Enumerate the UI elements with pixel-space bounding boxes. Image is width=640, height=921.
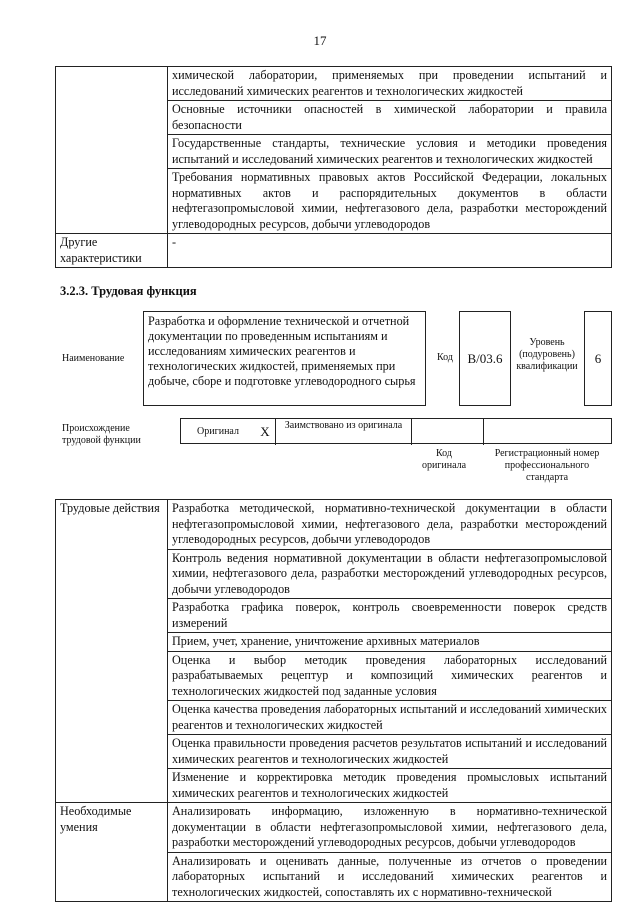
table-cell: Изменение и корректировка методик проведения промысловых испытаний химических реагентов и технологических жидкостей — [168, 769, 612, 803]
table-cell: Оценка качества проведения лабораторных испытаний и исследований химических реагентов и технологических жидкостей — [168, 701, 612, 735]
table-cell: Требования нормативных правовых актов Российской Федерации, локальных нормативных актов и распорядительных документов в области нефтегазопромысловой химии, нефтегазового дела, разработки месторождений углеводородных ресурсов, добычи углеводородов — [168, 169, 612, 234]
actions-table — [55, 499, 612, 902]
section-label-skills: Необходимые умения — [56, 803, 168, 902]
name-label: Наименование — [62, 353, 125, 364]
level-label: Уровень (подуровень) квалификации — [516, 337, 578, 372]
table-cell: Оценка правильности проведения расчетов результатов испытаний и исследований химических реагентов и технологических жидкостей — [168, 735, 612, 769]
origin-label: Происхождение трудовой функции — [62, 423, 141, 446]
table-cell: Разработка графика поверок, контроль своевременности поверок средств измерений — [168, 599, 612, 633]
section-label-actions: Трудовые действия — [56, 500, 168, 803]
row-label-other: Другие характеристики — [56, 234, 168, 268]
table-cell: Прием, учет, хранение, уничтожение архивных материалов — [168, 633, 612, 652]
code-original-label: Код оригинала — [421, 448, 467, 471]
qualification-level: 6 — [584, 311, 612, 406]
table-cell: Анализировать и оценивать данные, полученные из отчетов о проведении лабораторных испытаний и исследований химических реагентов и технологических жидкостей, сопоставлять их с нормативно-технической — [168, 852, 612, 902]
origin-row — [180, 418, 612, 444]
function-code: B/03.6 — [459, 311, 511, 406]
table-cell: Контроль ведения нормативной документации в области нефтегазопромысловой химии, нефтегазового дела, разработки месторождений углеводородных ресурсов, добычи углеводородов — [168, 549, 612, 599]
original-mark: X — [260, 424, 270, 439]
table-cell: химической лаборатории, применяемых при проведении испытаний и исследований химических реагентов и технологических жидкостей — [168, 67, 612, 101]
table-cell: Оценка и выбор методик проведения лабораторных исследований разрабатываемых рецептур и композиций химических реагентов и технологических жидкостей под заданные условия — [168, 651, 612, 701]
section-heading: 3.2.3. Трудовая функция — [60, 284, 197, 298]
page-number: 17 — [313, 33, 327, 48]
code-label: Код — [437, 352, 453, 363]
borrowed-label: Заимствовано из оригинала — [275, 419, 411, 445]
original-label: Оригинал — [197, 426, 239, 437]
code-original-cell — [411, 419, 483, 445]
table-cell: Государственные стандарты, технические условия и методики проведения испытаний и исследований химических реагентов и технологических жидкостей — [168, 135, 612, 169]
function-name: Разработка и оформление технической и отчетной документации по проведенным испытаниям и исследованиям химических реагентов и технологических жидкостей, применяемых при добыче, сборе и подготовке углеводородного сырья — [143, 311, 426, 406]
table-cell: Основные источники опасностей в химической лаборатории и правила безопасности — [168, 101, 612, 135]
reg-number-cell — [483, 419, 613, 445]
knowledge-table-continued — [55, 66, 612, 268]
table-cell: Разработка методической, нормативно-технической документации в области нефтегазопромысловой химии, нефтегазового дела, разработки месторождений углеводородных ресурсов, добычи углеводородов — [168, 500, 612, 550]
row-label — [56, 67, 168, 234]
table-cell: Анализировать информацию, изложенную в нормативно-технической документации в области нефтегазопромысловой химии, нефтегазового дела, разработки месторождений углеводородных ресурсов, добычи углеводородов — [168, 803, 612, 853]
table-cell: - — [168, 234, 612, 268]
reg-number-label: Регистрационный номер профессионального стандарта — [494, 448, 600, 483]
